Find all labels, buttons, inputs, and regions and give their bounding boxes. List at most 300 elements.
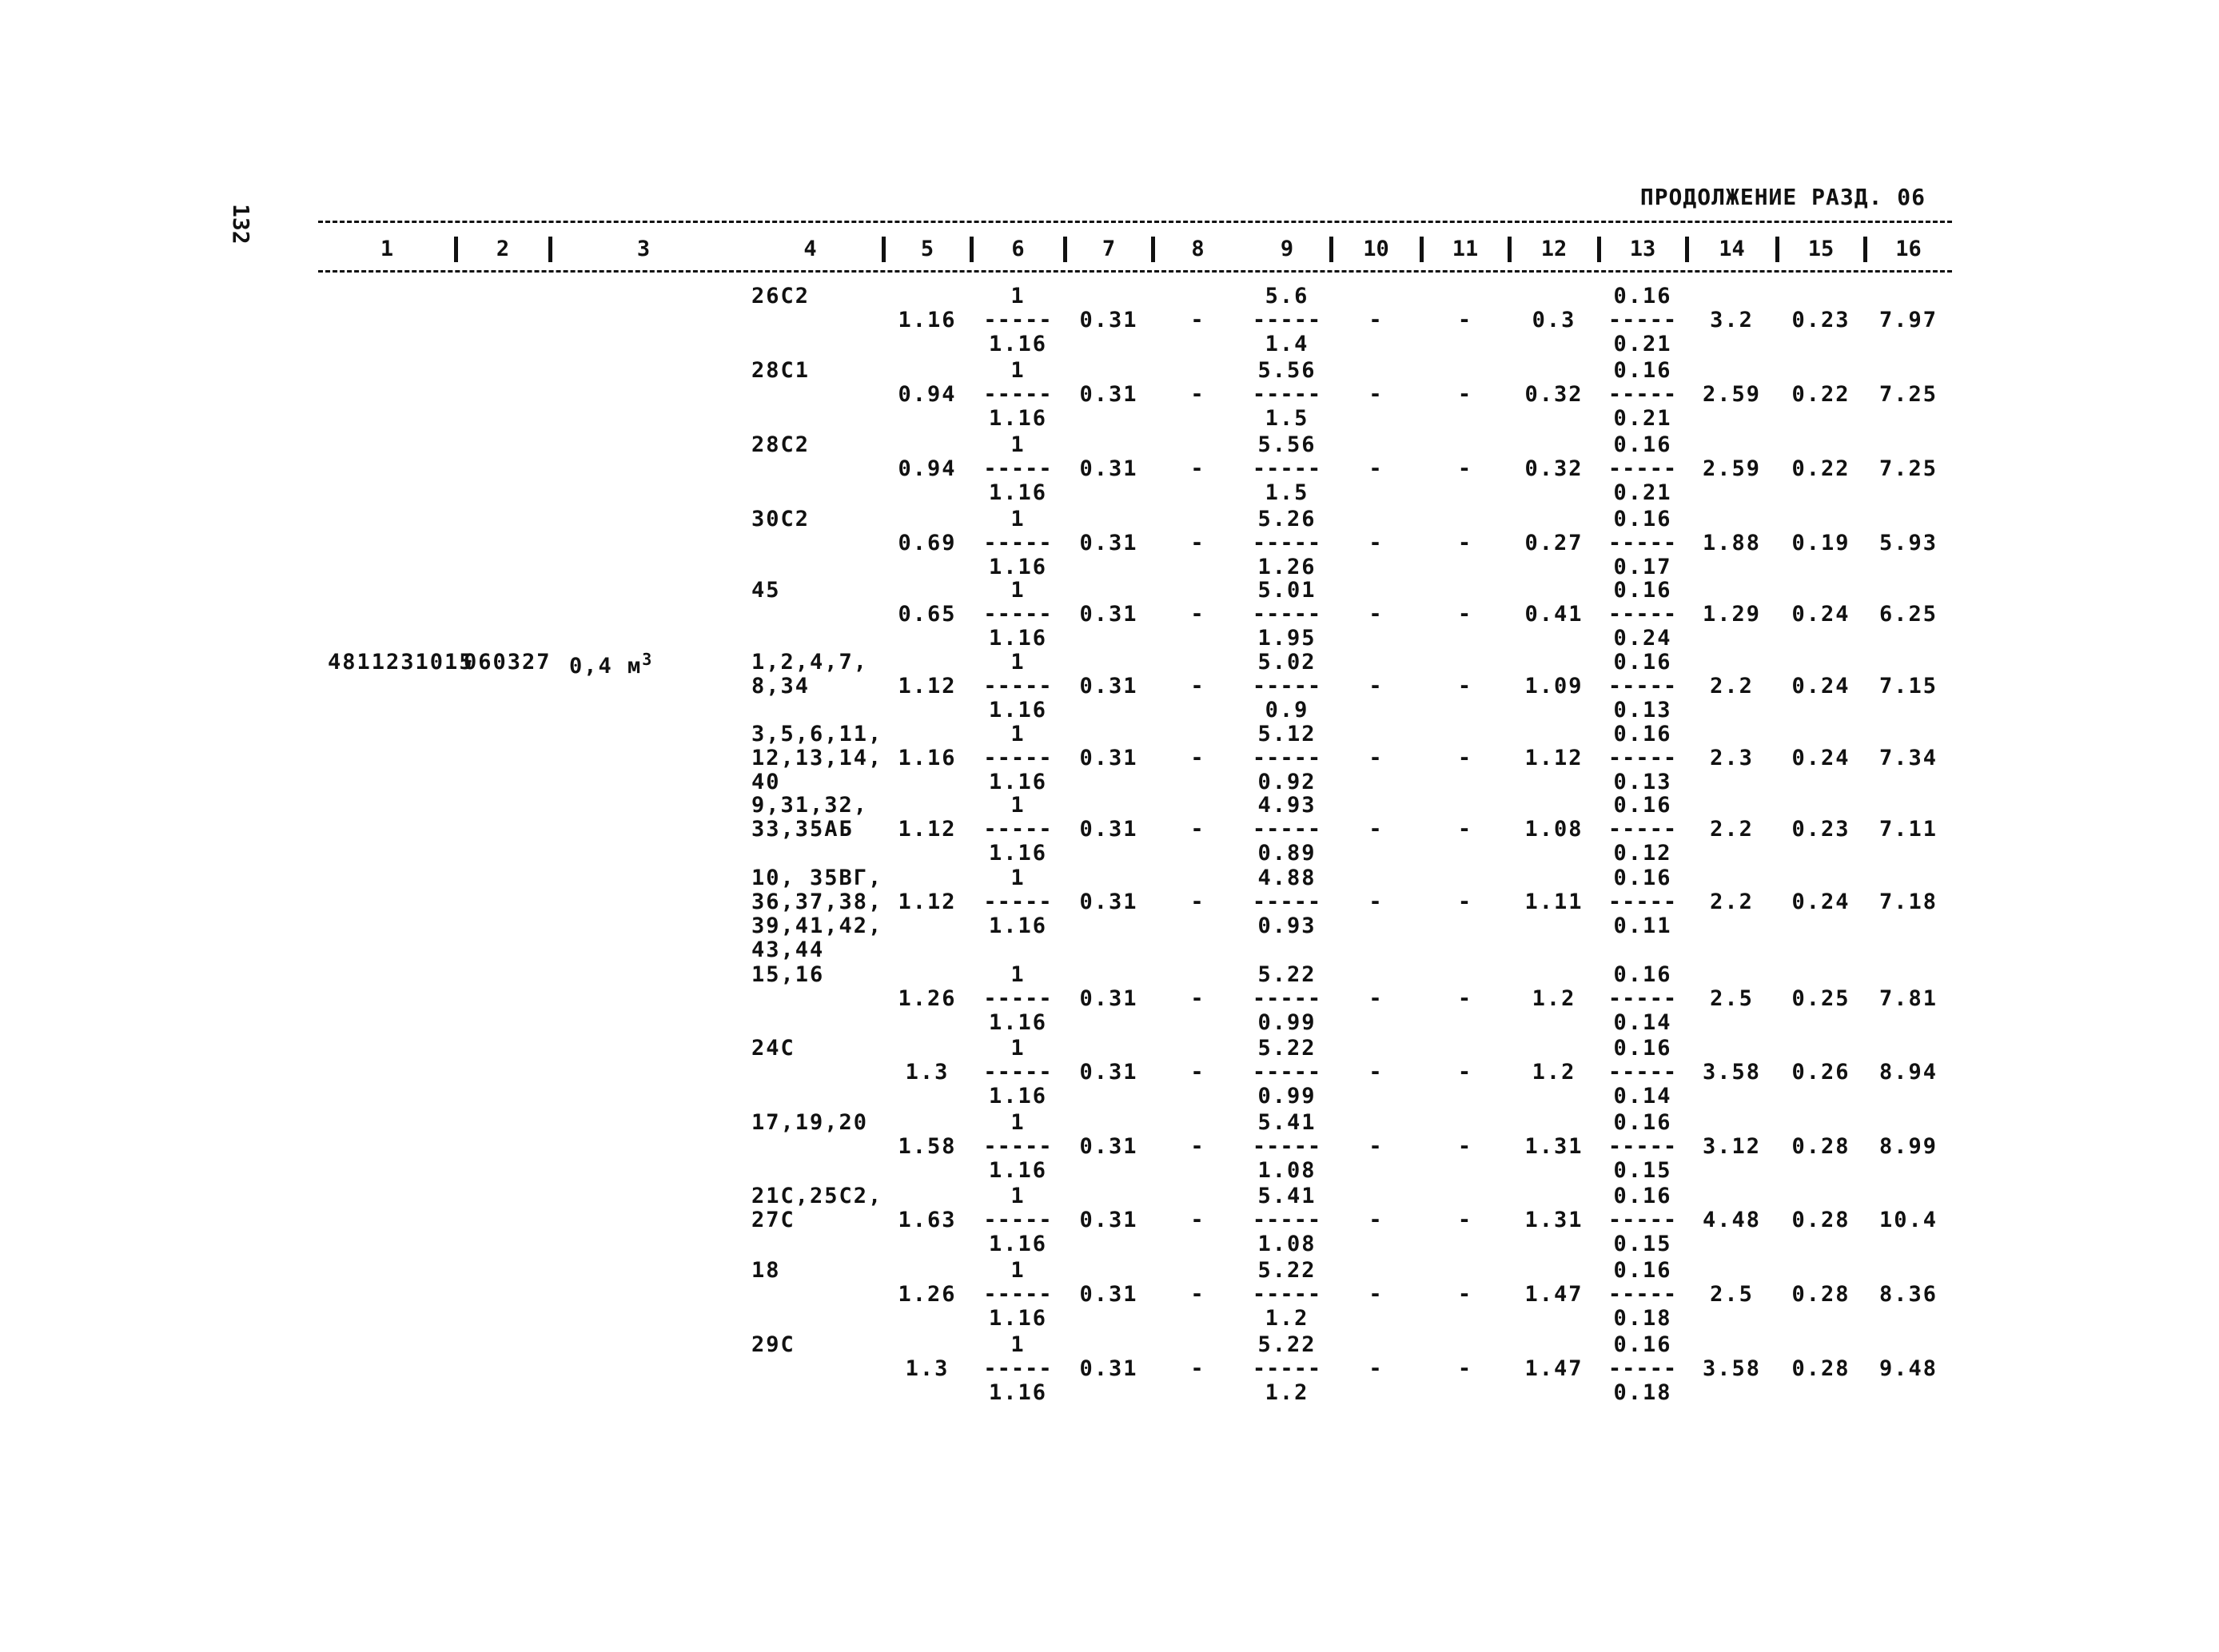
fraction-col-13-numerator: 0.16 bbox=[1613, 793, 1672, 818]
fraction-col-13-denominator: 0.18 bbox=[1613, 1306, 1672, 1331]
dash-col-8: - bbox=[1190, 1282, 1205, 1307]
fraction-col-13-denominator: 0.18 bbox=[1613, 1380, 1672, 1405]
dash-col-11: - bbox=[1457, 746, 1473, 770]
value-col-5: 1.3 bbox=[905, 1060, 950, 1085]
fraction-col-13-numerator: 0.16 bbox=[1613, 1332, 1672, 1357]
value-col-5: 1.12 bbox=[898, 890, 957, 914]
fraction-col-6-bar: ----- bbox=[983, 531, 1053, 555]
value-col-7: 0.31 bbox=[1079, 382, 1138, 407]
value-col-12: 1.2 bbox=[1532, 1060, 1576, 1085]
fraction-col-6-numerator: 1 bbox=[1010, 1036, 1026, 1061]
fraction-col-13-bar: ----- bbox=[1607, 1134, 1678, 1159]
fraction-col-6-denominator: 1.16 bbox=[988, 698, 1048, 723]
column-separator bbox=[882, 237, 886, 262]
designation-line: 21С,25С2, bbox=[751, 1184, 883, 1208]
dash-col-10: - bbox=[1368, 1282, 1384, 1307]
dash-col-11: - bbox=[1457, 817, 1473, 842]
fraction-col-9-numerator: 5.26 bbox=[1257, 507, 1317, 531]
fraction-col-9-numerator: 5.6 bbox=[1265, 284, 1309, 309]
fraction-col-6-denominator: 1.16 bbox=[988, 406, 1048, 431]
fraction-col-6-bar: ----- bbox=[983, 1356, 1053, 1381]
column-separator bbox=[1775, 237, 1779, 262]
fraction-col-9-denominator: 0.92 bbox=[1257, 770, 1317, 794]
fraction-col-13-bar: ----- bbox=[1607, 1060, 1678, 1085]
value-col-7: 0.31 bbox=[1079, 602, 1138, 627]
dash-col-10: - bbox=[1368, 1208, 1384, 1232]
fraction-col-6-bar: ----- bbox=[983, 674, 1053, 699]
value-col-16: 7.34 bbox=[1878, 746, 1938, 770]
column-header-11: 11 bbox=[1452, 237, 1479, 261]
value-col-15: 0.23 bbox=[1791, 817, 1850, 842]
fraction-col-9-bar: ----- bbox=[1252, 890, 1322, 914]
column-header-3: 3 bbox=[636, 237, 651, 261]
value-col-16: 7.97 bbox=[1878, 308, 1938, 332]
fraction-col-9-numerator: 5.56 bbox=[1257, 432, 1317, 457]
fraction-col-9-bar: ----- bbox=[1252, 674, 1322, 699]
fraction-col-9-numerator: 5.56 bbox=[1257, 358, 1317, 383]
fraction-col-6-bar: ----- bbox=[983, 1060, 1053, 1085]
value-col-14: 2.5 bbox=[1710, 1282, 1754, 1307]
value-col-12: 1.31 bbox=[1524, 1208, 1584, 1232]
dash-col-10: - bbox=[1368, 1356, 1384, 1381]
value-col-7: 0.31 bbox=[1079, 308, 1138, 332]
value-col-12: 1.12 bbox=[1524, 746, 1584, 770]
dash-col-11: - bbox=[1457, 674, 1473, 699]
dash-col-10: - bbox=[1368, 674, 1384, 699]
fraction-col-9-bar: ----- bbox=[1252, 1134, 1322, 1159]
value-col-14: 1.29 bbox=[1702, 602, 1762, 627]
fraction-col-9-numerator: 5.22 bbox=[1257, 962, 1317, 987]
dash-col-8: - bbox=[1190, 1356, 1205, 1381]
fraction-col-6-numerator: 1 bbox=[1010, 1110, 1026, 1135]
fraction-col-13-bar: ----- bbox=[1607, 674, 1678, 699]
fraction-col-9-bar: ----- bbox=[1252, 456, 1322, 481]
fraction-col-6-denominator: 1.16 bbox=[988, 480, 1048, 505]
value-col-15: 0.28 bbox=[1791, 1356, 1850, 1381]
fraction-col-13-denominator: 0.24 bbox=[1613, 626, 1672, 651]
value-col-16: 5.93 bbox=[1878, 531, 1938, 555]
fraction-col-9-numerator: 5.02 bbox=[1257, 650, 1317, 675]
column-separator bbox=[1863, 237, 1867, 262]
dash-col-10: - bbox=[1368, 602, 1384, 627]
column-header-14: 14 bbox=[1719, 237, 1745, 261]
value-col-15: 0.22 bbox=[1791, 456, 1850, 481]
fraction-col-6-bar: ----- bbox=[983, 986, 1053, 1011]
dash-col-11: - bbox=[1457, 382, 1473, 407]
value-col-5: 1.3 bbox=[905, 1356, 950, 1381]
value-col-14: 2.3 bbox=[1710, 746, 1754, 770]
fraction-col-6-denominator: 1.16 bbox=[988, 914, 1048, 938]
fraction-col-9-numerator: 5.01 bbox=[1257, 578, 1317, 603]
header-bottom-rule bbox=[318, 270, 1952, 273]
value-col-12: 0.41 bbox=[1524, 602, 1584, 627]
dash-col-10: - bbox=[1368, 1134, 1384, 1159]
column-separator bbox=[1151, 237, 1155, 262]
value-col-12: 0.3 bbox=[1532, 308, 1576, 332]
dash-col-10: - bbox=[1368, 456, 1384, 481]
dash-col-8: - bbox=[1190, 817, 1205, 842]
value-col-7: 0.31 bbox=[1079, 890, 1138, 914]
fraction-col-9-numerator: 5.22 bbox=[1257, 1258, 1317, 1283]
dash-col-10: - bbox=[1368, 746, 1384, 770]
dash-col-8: - bbox=[1190, 308, 1205, 332]
fraction-col-6-bar: ----- bbox=[983, 602, 1053, 627]
fraction-col-13-numerator: 0.16 bbox=[1613, 578, 1672, 603]
section-title: ПРОДОЛЖЕНИЕ РАЗД. 06 bbox=[1639, 184, 1926, 210]
dash-col-8: - bbox=[1190, 1060, 1205, 1085]
designation-line: 36,37,38, bbox=[751, 890, 883, 914]
fraction-col-6-bar: ----- bbox=[983, 456, 1053, 481]
fraction-col-13-denominator: 0.13 bbox=[1613, 698, 1672, 723]
fraction-col-13-numerator: 0.16 bbox=[1613, 1110, 1672, 1135]
fraction-col-9-bar: ----- bbox=[1252, 1060, 1322, 1085]
dash-col-8: - bbox=[1190, 1208, 1205, 1232]
value-col-5: 0.69 bbox=[898, 531, 957, 555]
fraction-col-13-denominator: 0.13 bbox=[1613, 770, 1672, 794]
value-col-12: 1.47 bbox=[1524, 1356, 1584, 1381]
value-col-16: 10.4 bbox=[1878, 1208, 1938, 1232]
fraction-col-13-bar: ----- bbox=[1607, 308, 1678, 332]
designation-line: 15,16 bbox=[751, 962, 825, 987]
fraction-col-6-numerator: 1 bbox=[1010, 507, 1026, 531]
fraction-col-6-bar: ----- bbox=[983, 817, 1053, 842]
value-col-7: 0.31 bbox=[1079, 1134, 1138, 1159]
fraction-col-13-numerator: 0.16 bbox=[1613, 962, 1672, 987]
fraction-col-9-denominator: 1.08 bbox=[1257, 1158, 1317, 1183]
designation-line: 29С bbox=[751, 1332, 795, 1357]
fraction-col-9-numerator: 5.41 bbox=[1257, 1184, 1317, 1208]
fraction-col-6-bar: ----- bbox=[983, 746, 1053, 770]
fraction-col-13-bar: ----- bbox=[1607, 1208, 1678, 1232]
value-col-7: 0.31 bbox=[1079, 986, 1138, 1011]
fraction-col-13-denominator: 0.14 bbox=[1613, 1010, 1672, 1035]
fraction-col-9-denominator: 0.99 bbox=[1257, 1084, 1317, 1109]
value-col-7: 0.31 bbox=[1079, 674, 1138, 699]
value-col-14: 1.88 bbox=[1702, 531, 1762, 555]
designation-line: 40 bbox=[751, 770, 781, 794]
fraction-col-6-denominator: 1.16 bbox=[988, 1010, 1048, 1035]
value-col-14: 2.59 bbox=[1702, 456, 1762, 481]
fraction-col-13-numerator: 0.16 bbox=[1613, 358, 1672, 383]
value-col-5: 0.94 bbox=[898, 382, 957, 407]
fraction-col-6-denominator: 1.16 bbox=[988, 1306, 1048, 1331]
value-col-16: 8.94 bbox=[1878, 1060, 1938, 1085]
fraction-col-9-numerator: 5.22 bbox=[1257, 1332, 1317, 1357]
fraction-col-9-denominator: 1.95 bbox=[1257, 626, 1317, 651]
value-col-12: 1.2 bbox=[1532, 986, 1576, 1011]
dash-col-11: - bbox=[1457, 456, 1473, 481]
designation-line: 9,31,32, bbox=[751, 793, 869, 818]
fraction-col-6-numerator: 1 bbox=[1010, 1332, 1026, 1357]
dash-col-11: - bbox=[1457, 1060, 1473, 1085]
fraction-col-6-numerator: 1 bbox=[1010, 1184, 1026, 1208]
value-col-14: 2.5 bbox=[1710, 986, 1754, 1011]
value-col-14: 4.48 bbox=[1702, 1208, 1762, 1232]
value-col-7: 0.31 bbox=[1079, 1060, 1138, 1085]
value-col-14: 3.2 bbox=[1710, 308, 1754, 332]
fraction-col-13-bar: ----- bbox=[1607, 890, 1678, 914]
value-col-12: 1.08 bbox=[1524, 817, 1584, 842]
fraction-col-13-bar: ----- bbox=[1607, 986, 1678, 1011]
dash-col-8: - bbox=[1190, 1134, 1205, 1159]
fraction-col-9-denominator: 0.89 bbox=[1257, 841, 1317, 866]
fraction-col-6-bar: ----- bbox=[983, 1134, 1053, 1159]
column-separator bbox=[1329, 237, 1333, 262]
dash-col-8: - bbox=[1190, 382, 1205, 407]
value-col-14: 2.2 bbox=[1710, 817, 1754, 842]
value-col-16: 8.36 bbox=[1878, 1282, 1938, 1307]
designation-line: 1,2,4,7, bbox=[751, 650, 869, 675]
header-top-rule bbox=[318, 221, 1952, 223]
dash-col-11: - bbox=[1457, 890, 1473, 914]
designation-line: 43,44 bbox=[751, 937, 825, 962]
value-col-15: 0.24 bbox=[1791, 890, 1850, 914]
fraction-col-6-numerator: 1 bbox=[1010, 1258, 1026, 1283]
fraction-col-6-denominator: 1.16 bbox=[988, 332, 1048, 356]
fraction-col-13-denominator: 0.12 bbox=[1613, 841, 1672, 866]
dash-col-11: - bbox=[1457, 531, 1473, 555]
fraction-col-6-denominator: 1.16 bbox=[988, 841, 1048, 866]
value-col-12: 1.47 bbox=[1524, 1282, 1584, 1307]
fraction-col-6-denominator: 1.16 bbox=[988, 1084, 1048, 1109]
dash-col-8: - bbox=[1190, 674, 1205, 699]
value-col-12: 1.31 bbox=[1524, 1134, 1584, 1159]
value-col-5: 1.12 bbox=[898, 674, 957, 699]
dash-col-10: - bbox=[1368, 382, 1384, 407]
value-col-7: 0.31 bbox=[1079, 746, 1138, 770]
fraction-col-6-numerator: 1 bbox=[1010, 962, 1026, 987]
value-col-16: 6.25 bbox=[1878, 602, 1938, 627]
fraction-col-9-numerator: 5.41 bbox=[1257, 1110, 1317, 1135]
value-col-5: 1.16 bbox=[898, 746, 957, 770]
fraction-col-9-bar: ----- bbox=[1252, 308, 1322, 332]
fraction-col-13-bar: ----- bbox=[1607, 1356, 1678, 1381]
fraction-col-13-denominator: 0.14 bbox=[1613, 1084, 1672, 1109]
designation-line: 12,13,14, bbox=[751, 746, 883, 770]
value-col-5: 1.26 bbox=[898, 1282, 957, 1307]
fraction-col-9-denominator: 1.5 bbox=[1265, 480, 1309, 505]
fraction-col-6-numerator: 1 bbox=[1010, 358, 1026, 383]
dash-col-8: - bbox=[1190, 456, 1205, 481]
fraction-col-6-denominator: 1.16 bbox=[988, 1158, 1048, 1183]
fraction-col-9-denominator: 1.5 bbox=[1265, 406, 1309, 431]
value-col-16: 7.18 bbox=[1878, 890, 1938, 914]
dash-col-11: - bbox=[1457, 1356, 1473, 1381]
value-col-5: 1.26 bbox=[898, 986, 957, 1011]
fraction-col-6-bar: ----- bbox=[983, 1208, 1053, 1232]
unit-value: 0,4 м bbox=[569, 654, 643, 679]
fraction-col-13-denominator: 0.17 bbox=[1613, 555, 1672, 579]
table-header bbox=[318, 230, 1952, 269]
fraction-col-6-bar: ----- bbox=[983, 1282, 1053, 1307]
value-col-5: 1.12 bbox=[898, 817, 957, 842]
dash-col-11: - bbox=[1457, 602, 1473, 627]
value-col-15: 0.28 bbox=[1791, 1282, 1850, 1307]
value-col-14: 3.58 bbox=[1702, 1060, 1762, 1085]
value-col-5: 0.65 bbox=[898, 602, 957, 627]
column-header-1: 1 bbox=[380, 237, 394, 261]
column-separator bbox=[1597, 237, 1601, 262]
column-separator bbox=[1063, 237, 1067, 262]
fraction-col-13-denominator: 0.15 bbox=[1613, 1232, 1672, 1256]
fraction-col-13-numerator: 0.16 bbox=[1613, 866, 1672, 890]
item-code-2: 060327 bbox=[464, 650, 552, 675]
dash-col-11: - bbox=[1457, 986, 1473, 1011]
column-header-10: 10 bbox=[1363, 237, 1389, 261]
value-col-5: 0.94 bbox=[898, 456, 957, 481]
fraction-col-9-bar: ----- bbox=[1252, 382, 1322, 407]
designation-line: 39,41,42, bbox=[751, 914, 883, 938]
fraction-col-13-bar: ----- bbox=[1607, 456, 1678, 481]
column-header-8: 8 bbox=[1191, 237, 1205, 261]
column-separator bbox=[548, 237, 552, 262]
designation-line: 10, 35ВГ, bbox=[751, 866, 883, 890]
fraction-col-6-bar: ----- bbox=[983, 382, 1053, 407]
fraction-col-13-numerator: 0.16 bbox=[1613, 1036, 1672, 1061]
dash-col-10: - bbox=[1368, 890, 1384, 914]
fraction-col-9-numerator: 4.93 bbox=[1257, 793, 1317, 818]
fraction-col-9-denominator: 1.26 bbox=[1257, 555, 1317, 579]
value-col-7: 0.31 bbox=[1079, 1208, 1138, 1232]
fraction-col-6-denominator: 1.16 bbox=[988, 770, 1048, 794]
value-col-16: 9.48 bbox=[1878, 1356, 1938, 1381]
value-col-15: 0.24 bbox=[1791, 746, 1850, 770]
column-header-16: 16 bbox=[1895, 237, 1922, 261]
value-col-15: 0.23 bbox=[1791, 308, 1850, 332]
dash-col-11: - bbox=[1457, 1282, 1473, 1307]
fraction-col-6-numerator: 1 bbox=[1010, 793, 1026, 818]
column-header-6: 6 bbox=[1011, 237, 1025, 261]
fraction-col-6-denominator: 1.16 bbox=[988, 1232, 1048, 1256]
fraction-col-6-numerator: 1 bbox=[1010, 578, 1026, 603]
fraction-col-9-denominator: 1.2 bbox=[1265, 1306, 1309, 1331]
fraction-col-6-bar: ----- bbox=[983, 308, 1053, 332]
value-col-15: 0.22 bbox=[1791, 382, 1850, 407]
fraction-col-13-bar: ----- bbox=[1607, 602, 1678, 627]
value-col-16: 7.11 bbox=[1878, 817, 1938, 842]
fraction-col-9-bar: ----- bbox=[1252, 1208, 1322, 1232]
dash-col-10: - bbox=[1368, 1060, 1384, 1085]
fraction-col-6-numerator: 1 bbox=[1010, 866, 1026, 890]
value-col-12: 0.32 bbox=[1524, 456, 1584, 481]
designation-line: 28С1 bbox=[751, 358, 811, 383]
value-col-15: 0.28 bbox=[1791, 1208, 1850, 1232]
dash-col-11: - bbox=[1457, 308, 1473, 332]
item-code-1: 4811231015 bbox=[328, 650, 474, 675]
dash-col-8: - bbox=[1190, 890, 1205, 914]
column-header-2: 2 bbox=[496, 237, 510, 261]
column-header-4: 4 bbox=[803, 237, 817, 261]
fraction-col-13-numerator: 0.16 bbox=[1613, 722, 1672, 746]
value-col-15: 0.24 bbox=[1791, 602, 1850, 627]
column-header-9: 9 bbox=[1280, 237, 1294, 261]
item-unit bbox=[569, 650, 653, 679]
value-col-15: 0.28 bbox=[1791, 1134, 1850, 1159]
fraction-col-13-denominator: 0.15 bbox=[1613, 1158, 1672, 1183]
value-col-5: 1.16 bbox=[898, 308, 957, 332]
designation-line: 3,5,6,11, bbox=[751, 722, 883, 746]
column-separator bbox=[1420, 237, 1424, 262]
value-col-15: 0.19 bbox=[1791, 531, 1850, 555]
designation-line: 24С bbox=[751, 1036, 795, 1061]
fraction-col-9-bar: ----- bbox=[1252, 986, 1322, 1011]
column-header-15: 15 bbox=[1807, 237, 1835, 261]
dash-col-10: - bbox=[1368, 986, 1384, 1011]
column-separator bbox=[1685, 237, 1689, 262]
fraction-col-9-denominator: 1.2 bbox=[1265, 1380, 1309, 1405]
designation-line: 27С bbox=[751, 1208, 795, 1232]
fraction-col-6-numerator: 1 bbox=[1010, 284, 1026, 309]
value-col-12: 1.11 bbox=[1524, 890, 1584, 914]
fraction-col-9-numerator: 5.22 bbox=[1257, 1036, 1317, 1061]
fraction-col-13-numerator: 0.16 bbox=[1613, 1184, 1672, 1208]
dash-col-8: - bbox=[1190, 986, 1205, 1011]
fraction-col-9-bar: ----- bbox=[1252, 746, 1322, 770]
dash-col-10: - bbox=[1368, 817, 1384, 842]
column-separator bbox=[970, 237, 974, 262]
dash-col-8: - bbox=[1190, 746, 1205, 770]
dash-col-11: - bbox=[1457, 1134, 1473, 1159]
fraction-col-13-numerator: 0.16 bbox=[1613, 1258, 1672, 1283]
value-col-14: 2.2 bbox=[1710, 674, 1754, 699]
value-col-12: 1.09 bbox=[1524, 674, 1584, 699]
value-col-14: 2.59 bbox=[1702, 382, 1762, 407]
fraction-col-9-bar: ----- bbox=[1252, 1282, 1322, 1307]
fraction-col-9-denominator: 1.4 bbox=[1265, 332, 1309, 356]
dash-col-8: - bbox=[1190, 602, 1205, 627]
value-col-7: 0.31 bbox=[1079, 817, 1138, 842]
dash-col-11: - bbox=[1457, 1208, 1473, 1232]
column-separator bbox=[1508, 237, 1512, 262]
value-col-14: 2.2 bbox=[1710, 890, 1754, 914]
fraction-col-13-numerator: 0.16 bbox=[1613, 650, 1672, 675]
fraction-col-9-bar: ----- bbox=[1252, 1356, 1322, 1381]
designation-line: 17,19,20 bbox=[751, 1110, 869, 1135]
fraction-col-13-numerator: 0.16 bbox=[1613, 507, 1672, 531]
designation-line: 8,34 bbox=[751, 674, 811, 699]
column-header-5: 5 bbox=[920, 237, 934, 261]
fraction-col-9-bar: ----- bbox=[1252, 531, 1322, 555]
column-header-7: 7 bbox=[1102, 237, 1116, 261]
fraction-col-6-denominator: 1.16 bbox=[988, 626, 1048, 651]
designation-line: 28С2 bbox=[751, 432, 811, 457]
fraction-col-9-denominator: 0.99 bbox=[1257, 1010, 1317, 1035]
value-col-7: 0.31 bbox=[1079, 1356, 1138, 1381]
value-col-7: 0.31 bbox=[1079, 531, 1138, 555]
value-col-12: 0.27 bbox=[1524, 531, 1584, 555]
designation-line: 45 bbox=[751, 578, 781, 603]
fraction-col-6-numerator: 1 bbox=[1010, 650, 1026, 675]
fraction-col-9-denominator: 0.9 bbox=[1265, 698, 1309, 723]
column-header-12: 12 bbox=[1540, 237, 1568, 261]
dash-col-8: - bbox=[1190, 531, 1205, 555]
value-col-14: 3.12 bbox=[1702, 1134, 1762, 1159]
fraction-col-6-denominator: 1.16 bbox=[988, 1380, 1048, 1405]
value-col-7: 0.31 bbox=[1079, 1282, 1138, 1307]
fraction-col-6-denominator: 1.16 bbox=[988, 555, 1048, 579]
fraction-col-9-bar: ----- bbox=[1252, 602, 1322, 627]
fraction-col-13-numerator: 0.16 bbox=[1613, 432, 1672, 457]
fraction-col-6-numerator: 1 bbox=[1010, 722, 1026, 746]
fraction-col-9-bar: ----- bbox=[1252, 817, 1322, 842]
designation-line: 26С2 bbox=[751, 284, 811, 309]
column-header-13: 13 bbox=[1629, 237, 1656, 261]
fraction-col-13-numerator: 0.16 bbox=[1613, 284, 1672, 309]
fraction-col-6-numerator: 1 bbox=[1010, 432, 1026, 457]
dash-col-10: - bbox=[1368, 531, 1384, 555]
fraction-col-13-denominator: 0.11 bbox=[1613, 914, 1672, 938]
fraction-col-6-bar: ----- bbox=[983, 890, 1053, 914]
